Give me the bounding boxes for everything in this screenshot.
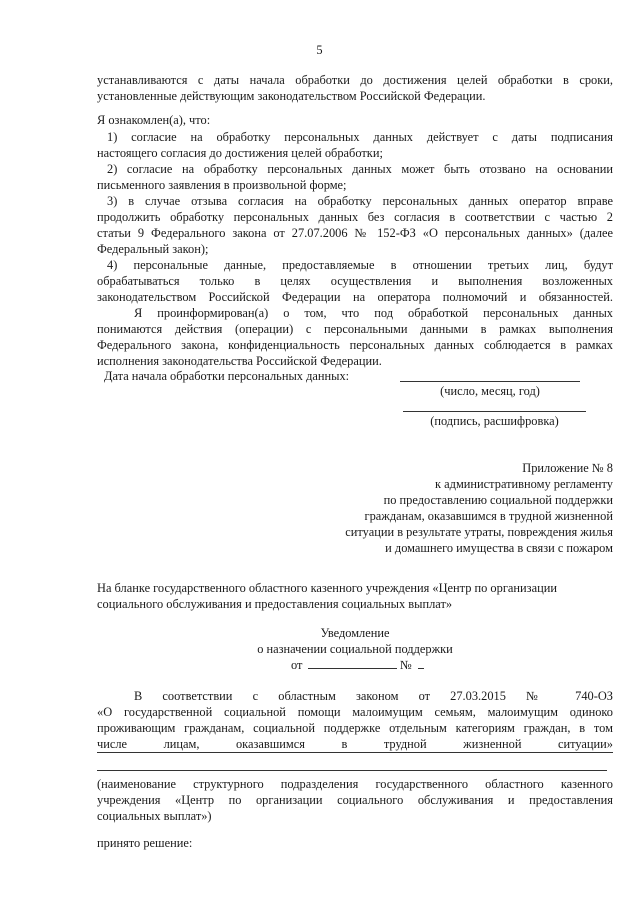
org-caption-line: социальных выплат»)	[97, 809, 212, 823]
paragraph-line: устанавливаются с даты начала обработки до достижения целей обработки в сроки,	[97, 73, 613, 87]
informed-line: Федерального закона, конфиденциальность персональных данных соблюдается в рамках	[97, 338, 613, 352]
list-item: Федеральный закон);	[97, 242, 209, 256]
law-line: «О государственной социальной помощи малоимущим семьям, малоимущим одиноко	[97, 705, 613, 719]
appendix-line: по предоставлению социальной поддержки	[383, 493, 613, 507]
org-caption-line: учреждения «Центр по организации социального обслуживания и предоставления	[97, 793, 613, 807]
org-caption-line: (наименование структурного подразделения государственного областного казенного	[97, 777, 613, 791]
informed-line: исполнения законодательства Российской Федерации.	[97, 354, 382, 368]
law-line: числе лицам, оказавшимся в трудной жизненной ситуации»	[97, 737, 613, 751]
informed-line: понимаются действия (операции) с персональными данными в рамках выполнения	[97, 322, 613, 336]
appendix-line: Приложение № 8	[522, 461, 613, 475]
list-item: статьи 9 Федерального закона от 27.07.2006 № 152-ФЗ «О персональных данных» (далее	[97, 226, 613, 240]
law-line: проживающим гражданам, социальной поддержке отдельным категориям граждан, в том	[97, 721, 613, 735]
appendix-line: ситуации в результате утраты, повреждения жилья	[345, 525, 613, 539]
list-item: 3) в случае отзыва согласия на обработку персональных данных оператор вправе	[107, 194, 613, 208]
notice-subtitle: о назначении социальной поддержки	[257, 642, 453, 656]
notice-title: Уведомление	[320, 626, 390, 640]
list-item: обрабатываться только в целях осуществления и выполнения возложенных	[97, 274, 613, 288]
notice-from: от	[291, 658, 303, 672]
appendix-line: гражданам, оказавшимся в трудной жизненной	[364, 509, 613, 523]
list-item: 2) согласие на обработку персональных данных может быть отозвано на основании	[107, 162, 613, 176]
decision-label: принято решение:	[97, 836, 193, 850]
paragraph-line: установленные действующим законодательством Российской Федерации.	[97, 89, 486, 103]
informed-line: Я проинформирован(а) о том, что под обработкой персональных данных	[134, 306, 613, 320]
date-line	[400, 381, 580, 382]
signature-caption: (подпись, расшифровка)	[430, 414, 559, 428]
notice-date-line	[308, 668, 397, 669]
list-item: настоящего согласия до достижения целей обработки;	[97, 146, 383, 160]
ack-intro: Я ознакомлен(а), что:	[97, 113, 211, 127]
signature-line	[403, 411, 586, 412]
appendix-line: и домашнего имущества в связи с пожаром	[385, 541, 613, 555]
date-caption: (число, месяц, год)	[440, 384, 540, 398]
law-line: В соответствии с областным законом от 27.03.2015 № 740-ОЗ	[134, 689, 613, 703]
page-number: 5	[316, 43, 323, 57]
letterhead-line: На бланке государственного областного казенного учреждения «Центр по организации	[97, 581, 557, 595]
appendix-line: к административному регламенту	[435, 477, 613, 491]
list-item: 4) персональные данные, предоставляемые в отношении третьих лиц, будут	[107, 258, 613, 272]
list-item: письменного заявления в произвольной форме;	[97, 178, 347, 192]
start-date-label: Дата начала обработки персональных данных:	[104, 369, 350, 383]
letterhead-line: социального обслуживания и предоставления социальных выплат»	[97, 597, 453, 611]
fill-line	[97, 752, 613, 753]
fill-line	[97, 770, 607, 771]
notice-no-line	[418, 668, 424, 669]
list-item: законодательством Российской Федерации на оператора полномочий и обязанностей.	[97, 290, 613, 304]
list-item: 1) согласие на обработку персональных данных действует с даты подписания	[107, 130, 613, 144]
list-item: продолжить обработку персональных данных без согласия в соответствии с частью 2	[97, 210, 613, 224]
notice-no: №	[400, 658, 412, 672]
